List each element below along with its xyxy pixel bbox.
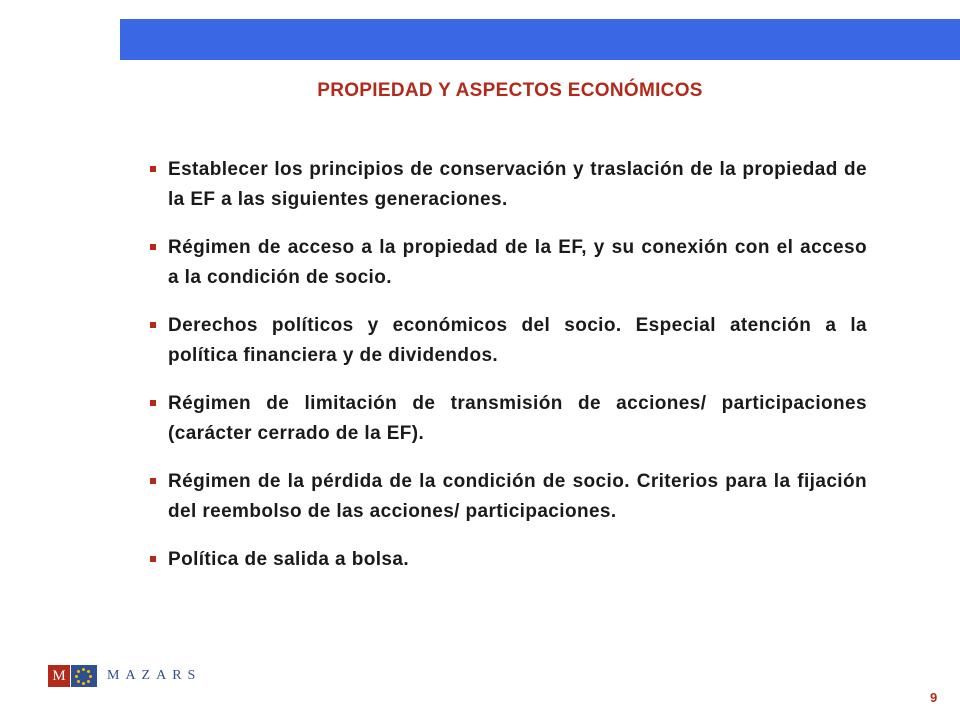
logo-m-icon: M <box>48 665 70 687</box>
logo-wordmark: MAZARS <box>107 668 202 683</box>
bullet-text: Régimen de limitación de transmisión de acciones/ participaciones (carácter cerrado de la EF). <box>168 393 867 444</box>
bullet-text: Régimen de acceso a la propiedad de la EF, y su conexión con el acceso a la condición de socio. <box>168 237 867 288</box>
bullet-item <box>155 233 867 293</box>
bullet-item <box>155 389 867 449</box>
bullet-item <box>155 155 867 215</box>
page-number: 9 <box>930 690 938 705</box>
bullet-item <box>155 467 867 527</box>
bullet-list <box>155 155 867 593</box>
square-bullet-icon <box>150 322 156 328</box>
bullet-item <box>155 545 867 575</box>
eu-stars-icon <box>71 665 97 687</box>
square-bullet-icon <box>150 166 156 172</box>
bullet-item <box>155 311 867 371</box>
square-bullet-icon <box>150 244 156 250</box>
slide-title: PROPIEDAD Y ASPECTOS ECONÓMICOS <box>317 80 703 101</box>
bullet-text: Derechos políticos y económicos del socio. Especial atención a la política financiera y de dividendos. <box>168 315 867 366</box>
square-bullet-icon <box>150 400 156 406</box>
square-bullet-icon <box>150 556 156 562</box>
bullet-text: Establecer los principios de conservación y traslación de la propiedad de la EF a las siguientes generaciones. <box>168 159 867 210</box>
bullet-text: Régimen de la pérdida de la condición de socio. Criterios para la fijación del reembolso de las acciones/ participaciones. <box>168 471 867 522</box>
square-bullet-icon <box>150 478 156 484</box>
header-accent-bar <box>120 19 960 60</box>
mazars-logo <box>48 664 201 688</box>
bullet-text: Política de salida a bolsa. <box>168 549 409 570</box>
